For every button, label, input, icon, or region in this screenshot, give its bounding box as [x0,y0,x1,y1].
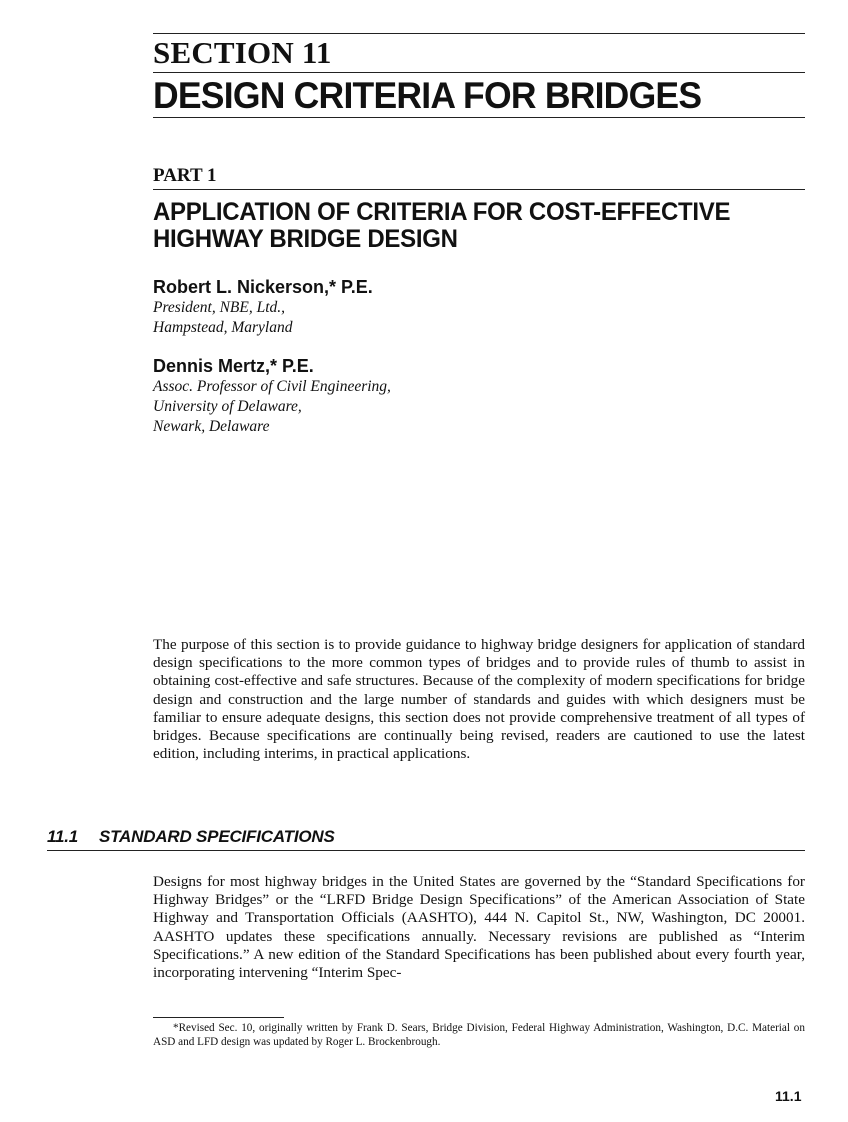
header-top-rule [153,33,805,34]
author-affiliation-line: University of Delaware, [153,398,302,415]
footnote [153,1021,805,1049]
part-label: PART 1 [153,165,217,186]
header-middle-rule [153,72,805,73]
part-title [153,199,787,253]
section-heading-title: STANDARD SPECIFICATIONS [99,827,335,846]
author-block [153,355,391,437]
author-name: Dennis Mertz,* P.E. [153,356,314,376]
footnote-rule [153,1017,284,1018]
section-heading [47,826,335,848]
author-affiliation-line: Hampstead, Maryland [153,319,293,336]
body-paragraph: Designs for most highway bridges in the United States are governed by the “Standard Specifications for Highway Bridges” or the “LRFD Bridge Design Specifications” of the American Association of State Highway and Transportation Officials (AASHTO), 444 N. Capitol St., NW, Washington, DC 20001. AASHTO updates these specifications annually. Necessary revisions are published as “Interim Specifications.” A new edition of the Standard Specifications has been published about every fourth year, incorporating intervening “Interim Spec- [153,873,805,982]
author-block [153,276,373,338]
author-affiliation-line: Newark, Delaware [153,418,270,435]
intro-paragraph: The purpose of this section is to provide guidance to highway bridge designers for application of standard design specifications to the more common types of bridges and to provide rules of thumb to assist in obtaining cost-effective and safe structures. Because of the complexity of modern specifications for bridge design and construction and the large number of standards and guides with which designers must be familiar to ensure adequate designs, this section does not provide comprehensive treatment of all types of bridges. Because specifications are continually being revised, readers are cautioned to use the latest edition, including interims, in practical applications. [153,636,805,763]
part-title-line-1: APPLICATION OF CRITERIA FOR COST-EFFECTIVE [153,198,731,226]
section-label: SECTION 11 [153,35,332,70]
part-title-line-2: HIGHWAY BRIDGE DESIGN [153,225,458,253]
section-title: DESIGN CRITERIA FOR BRIDGES [153,75,702,116]
author-affiliation-line: President, NBE, Ltd., [153,299,286,316]
page-number: 11.1 [775,1088,802,1104]
footnote-text: *Revised Sec. 10, originally written by Frank D. Sears, Bridge Division, Federal Highway Administration, Washington, D.C. Material on ASD and LFD design was updated by Roger L. Brockenbrough. [153,1022,805,1048]
section-heading-rule [47,850,805,851]
author-name: Robert L. Nickerson,* P.E. [153,277,373,297]
header-bottom-rule [153,117,805,118]
section-number: 11.1 [47,827,79,846]
author-affiliation-line: Assoc. Professor of Civil Engineering, [153,378,391,395]
part-rule [153,189,805,190]
